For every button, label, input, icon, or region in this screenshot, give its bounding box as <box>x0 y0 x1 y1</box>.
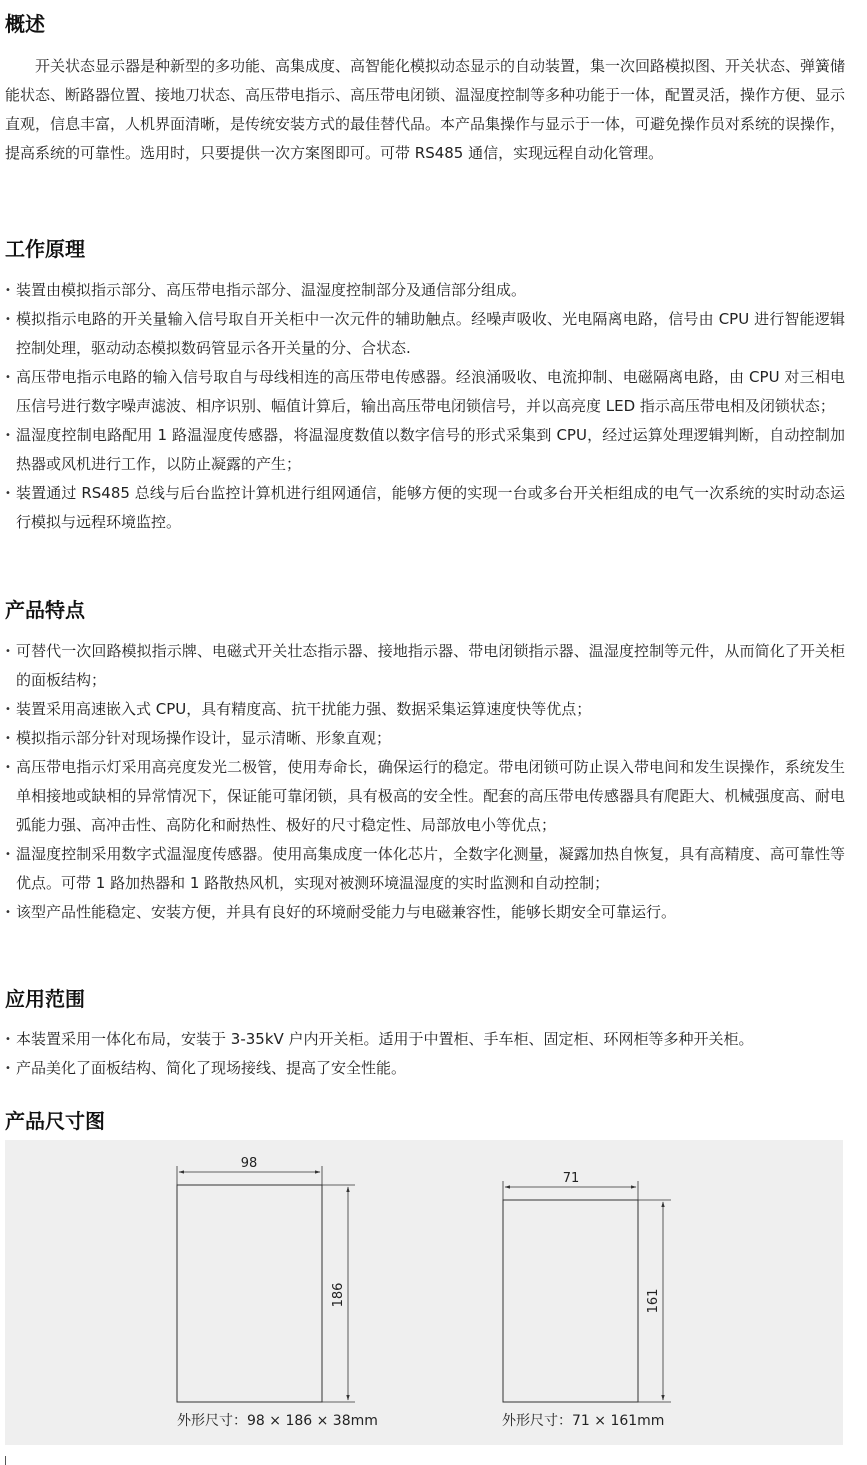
large-device-drawing <box>177 1156 355 1402</box>
small-height-label: 161 <box>646 1288 661 1314</box>
overview-paragraph: 开关状态显示器是种新型的多功能、高集成度、高智能化模拟动态显示的自动装置，集一次回路模拟图、开关状态、弹簧储能状态、断路器位置、接地刀状态、高压带电指示、高压带电闭锁、温湿度控制等多种功能于一体，配置灵活，操作方便、显示直观，信息丰富，人机界面清晰，是传统安装方式的最佳替代品。本产品集操作与显示于一体，可避免操作员对系统的误操作，提高系统的可靠性。选用时，只要提供一次方案图即可。可带 RS485 通信，实现远程自动化管理。 <box>5 57 846 162</box>
list-item: • 模拟指示电路的开关量输入信号取自开关柜中一次元件的辅助触点。经噪声吸收、光电隔离电路，信号由 CPU 进行智能逻辑控制处理，驱动动态模拟数码管显示各开关量的分、合状态. <box>5 305 845 363</box>
list-item: • 高压带电指示灯采用高亮度发光二极管，使用寿命长，确保运行的稳定。带电闭锁可防止误入带电间和发生误操作，系统发生单相接地或缺相的异常情况下，保证能可靠闭锁，具有极高的安全性。配套的高压带电传感器具有爬距大、机械强度高、耐电弧能力强、高冲击性、高防化和耐热性、极好的尺寸稳定性、局部放电小等优点； <box>5 753 845 840</box>
list-item: • 该型产品性能稳定、安装方便，并具有良好的环境耐受能力与电磁兼容性，能够长期安全可靠运行。 <box>5 898 845 927</box>
list-item: • 高压带电指示电路的输入信号取自与母线相连的高压带电传感器。经浪涌吸收、电流抑制、电磁隔离电路，由 CPU 对三相电压信号进行数字噪声滤波、相序识别、幅值计算后，输出高压带电闭锁信号，并以高亮度 LED 指示高压带电相及闭锁状态； <box>5 363 845 421</box>
small-device-outline <box>503 1200 638 1402</box>
overview-heading: 概述 <box>5 12 45 36</box>
list-item: • 温湿度控制采用数字式温湿度传感器。使用高集成度一体化芯片，全数字化测量，凝露加热自恢复，具有高精度、高可靠性等优点。可带 1 路加热器和 1 路散热风机，实现对被测环境温湿度的实时监测和自动控制； <box>5 840 845 898</box>
small-width-label: 71 <box>562 1171 580 1186</box>
large-height-label: 186 <box>331 1282 346 1308</box>
large-device-caption: 外形尺寸：98 × 186 × 38mm <box>177 1413 378 1429</box>
list-item: • 本装置采用一体化布局，安装于 3-35kV 户内开关柜。适用于中置柜、手车柜、固定柜、环网柜等多种开关柜。 <box>5 1025 845 1054</box>
page-edge-mark <box>5 1456 6 1465</box>
small-device-caption: 外形尺寸：71 × 161mm <box>502 1413 665 1429</box>
list-item: • 模拟指示部分针对现场操作设计，显示清晰、形象直观； <box>5 724 845 753</box>
list-item: • 温湿度控制电路配用 1 路温湿度传感器，将温湿度数值以数字信号的形式采集到 CPU，经过运算处理逻辑判断，自动控制加热器或风机进行工作，以防止凝露的产生； <box>5 421 845 479</box>
list-item: • 装置由模拟指示部分、高压带电指示部分、温湿度控制部分及通信部分组成。 <box>5 276 845 305</box>
dimension-drawing <box>5 1140 843 1445</box>
large-width-label: 98 <box>240 1156 258 1171</box>
features-heading: 产品特点 <box>5 598 85 622</box>
application-heading: 应用范围 <box>5 987 85 1011</box>
principle-heading: 工作原理 <box>5 237 85 261</box>
list-item: • 可替代一次回路模拟指示牌、电磁式开关壮态指示器、接地指示器、带电闭锁指示器、温湿度控制等元件，从而简化了开关柜的面板结构； <box>5 637 845 695</box>
features-list <box>5 637 845 927</box>
list-item: • 产品美化了面板结构、简化了现场接线、提高了安全性能。 <box>5 1054 845 1083</box>
list-item: • 装置采用高速嵌入式 CPU，具有精度高、抗干扰能力强、数据采集运算速度快等优点； <box>5 695 845 724</box>
dimensions-heading: 产品尺寸图 <box>5 1109 105 1133</box>
principle-list <box>5 276 845 537</box>
dimension-svg <box>5 1140 843 1445</box>
list-item: • 装置通过 RS485 总线与后台监控计算机进行组网通信，能够方便的实现一台或多台开关柜组成的电气一次系统的实时动态运行模拟与远程环境监控。 <box>5 479 845 537</box>
application-list <box>5 1025 845 1083</box>
small-device-drawing <box>503 1171 671 1402</box>
large-device-outline <box>177 1185 322 1402</box>
